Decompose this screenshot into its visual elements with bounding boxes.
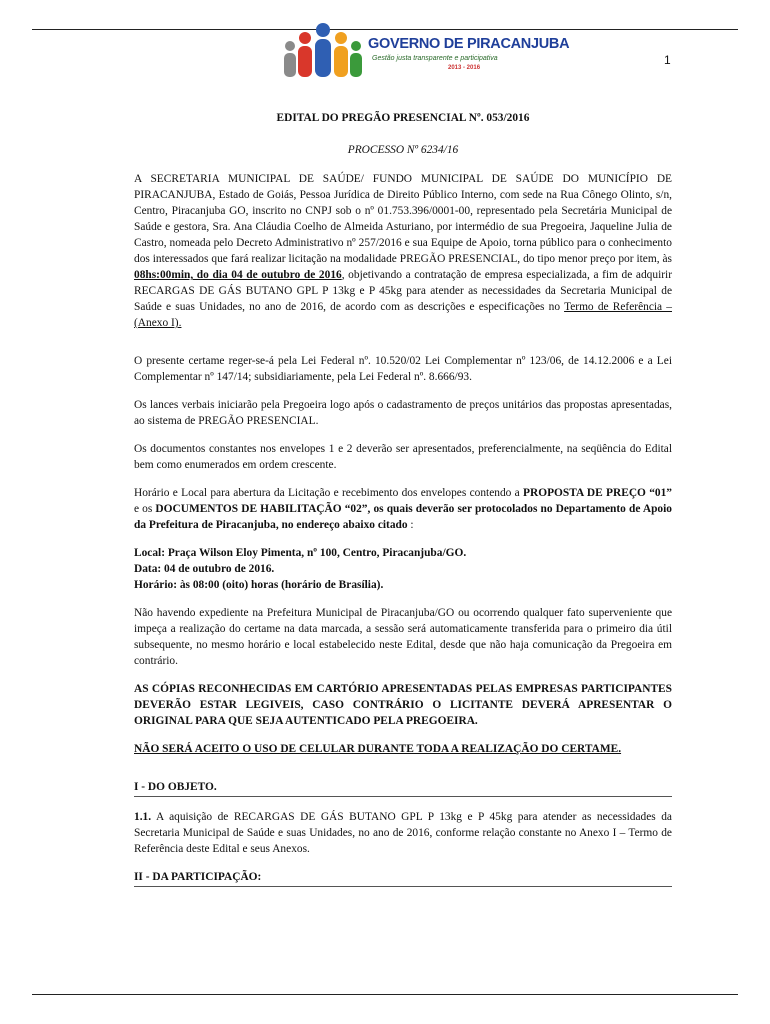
documents-paragraph: Os documentos constantes nos envelopes 1 e 2 deverão ser apresentados, preferencialmente, na seqüência do Edital bem como enumerados em ordem crescente. [134, 443, 672, 471]
people-logo-icon [278, 20, 368, 84]
process-number: PROCESSO Nº 6234/16 [347, 144, 459, 156]
item-1-1: 1.1. A aquisição de RECARGAS DE GÁS BUTANO GPL P 13kg e P 45kg para atender as necessidades da Secretaria Municipal de Saúde e suas Unidades, no ano de 2016, conforme relação constante no Anexo I – Termo de Referência deste Edital e seus Anexos. [134, 811, 672, 855]
session-datetime: 08hs:00min, do dia 04 de outubro de 2016 [134, 269, 342, 281]
no-office-paragraph: Não havendo expediente na Prefeitura Municipal de Piracanjuba/GO ou ocorrendo qualquer fato superveniente que impeça a realização do certame na data marcada, a sessão será automaticamente transferida para o primeiro dia útil subsequente, no mesmo horário e local estabelecido neste Edital, desde que não haja comunicação da Pregoeira em contrário. [134, 607, 672, 667]
copies-notice: AS CÓPIAS RECONHECIDAS EM CARTÓRIO APRESENTADAS PELAS EMPRESAS PARTICIPANTES DEVERÃO ESTAR LEGIVEIS, CASO CONTRÁRIO O LICITANTE DEVERÁ APRESENTAR O ORIGINAL PARA QUE SEJA AUTENTICADO PELA PREGOEIRA. [134, 683, 672, 727]
law-paragraph: O presente certame reger-se-á pela Lei Federal nº. 10.520/02 Lei Complementar nº 123/06, de 14.12.2006 e a Lei Complementar nº 147/14; subsidiariamente, pela Lei Federal nº. 8.666/93. [134, 355, 672, 383]
cellphone-notice: NÃO SERÁ ACEITO O USO DE CELULAR DURANTE TODA A REALIZAÇÃO DO CERTAME. [134, 743, 622, 755]
logo-title: GOVERNO DE PIRACANJUBA [368, 36, 570, 52]
time-line: Horário: às 08:00 (oito) horas (horário de Brasília). [134, 579, 384, 591]
annex-reference: Termo de Referência – (Anexo I). [134, 301, 672, 329]
opening-paragraph: Horário e Local para abertura da Licitação e recebimento dos envelopes contendo a PROPOSTA DE PREÇO “01” e os DOCUMENTOS DE HABILITAÇÃO “02”, os quais deverão ser protocolados no Departamento de Apoio da Prefeitura de Piracanjuba, no endereço abaixo citado : [134, 487, 673, 531]
bottom-rule [32, 994, 738, 995]
logo-slogan: Gestão justa transparente e participativa [372, 55, 498, 62]
location-line: Local: Praça Wilson Eloy Pimenta, nº 100, Centro, Piracanjuba/GO. [134, 547, 467, 559]
document-title: EDITAL DO PREGÃO PRESENCIAL Nº. 053/2016 [276, 112, 530, 124]
section-heading-participation: II - DA PARTICIPAÇÃO: [134, 869, 672, 887]
section-heading-object: I - DO OBJETO. [134, 779, 672, 797]
date-line: Data: 04 de outubro de 2016. [134, 563, 275, 575]
intro-paragraph: A SECRETARIA MUNICIPAL DE SAÚDE/ FUNDO MUNICIPAL DE SAÚDE DO MUNICÍPIO DE PIRACANJUBA, Estado de Goiás, Pessoa Jurídica de Direito Público Interno, com sede na Rua Cônego Olinto, s/n, Centro, Piracanjuba GO, inscrito no CNPJ sob o nº 01.753.396/0001-00, representado pela Secretária Municipal de Saúde e gestora, Sra. Ana Cláudia Coelho de Almeida Asturiano, por intermédio de sua Pregoeira, Jaqueline Julia de Castro, nomeada pelo Decreto Administrativo nº 257/2016 e sua Equipe de Apoio, torna público para o conhecimento dos interessados que fará realizar licitação na modalidade PREGÃO PRESENCIAL, do tipo menor preço por item, às 08hs:00min, do dia 04 de outubro de 2016, objetivando a contratação de empresa especializada, a fim de adquirir RECARGAS DE GÁS BUTANO GPL P 13kg e P 45kg para atender as necessidades da Secretaria Municipal de Saúde e suas Unidades, no ano de 2016, de acordo com as descrições e especificações no Termo de Referência – (Anexo I). [134, 173, 672, 329]
document-body [134, 110, 672, 899]
logo-years: 2013 - 2016 [448, 65, 481, 71]
page-number: 1 [664, 53, 671, 67]
bids-paragraph: Os lances verbais iniciarão pela Pregoeira logo após o cadastramento de preços unitários das propostas apresentadas, ao sistema de PREGÃO PRESENCIAL. [134, 399, 672, 427]
government-logo [278, 20, 570, 84]
